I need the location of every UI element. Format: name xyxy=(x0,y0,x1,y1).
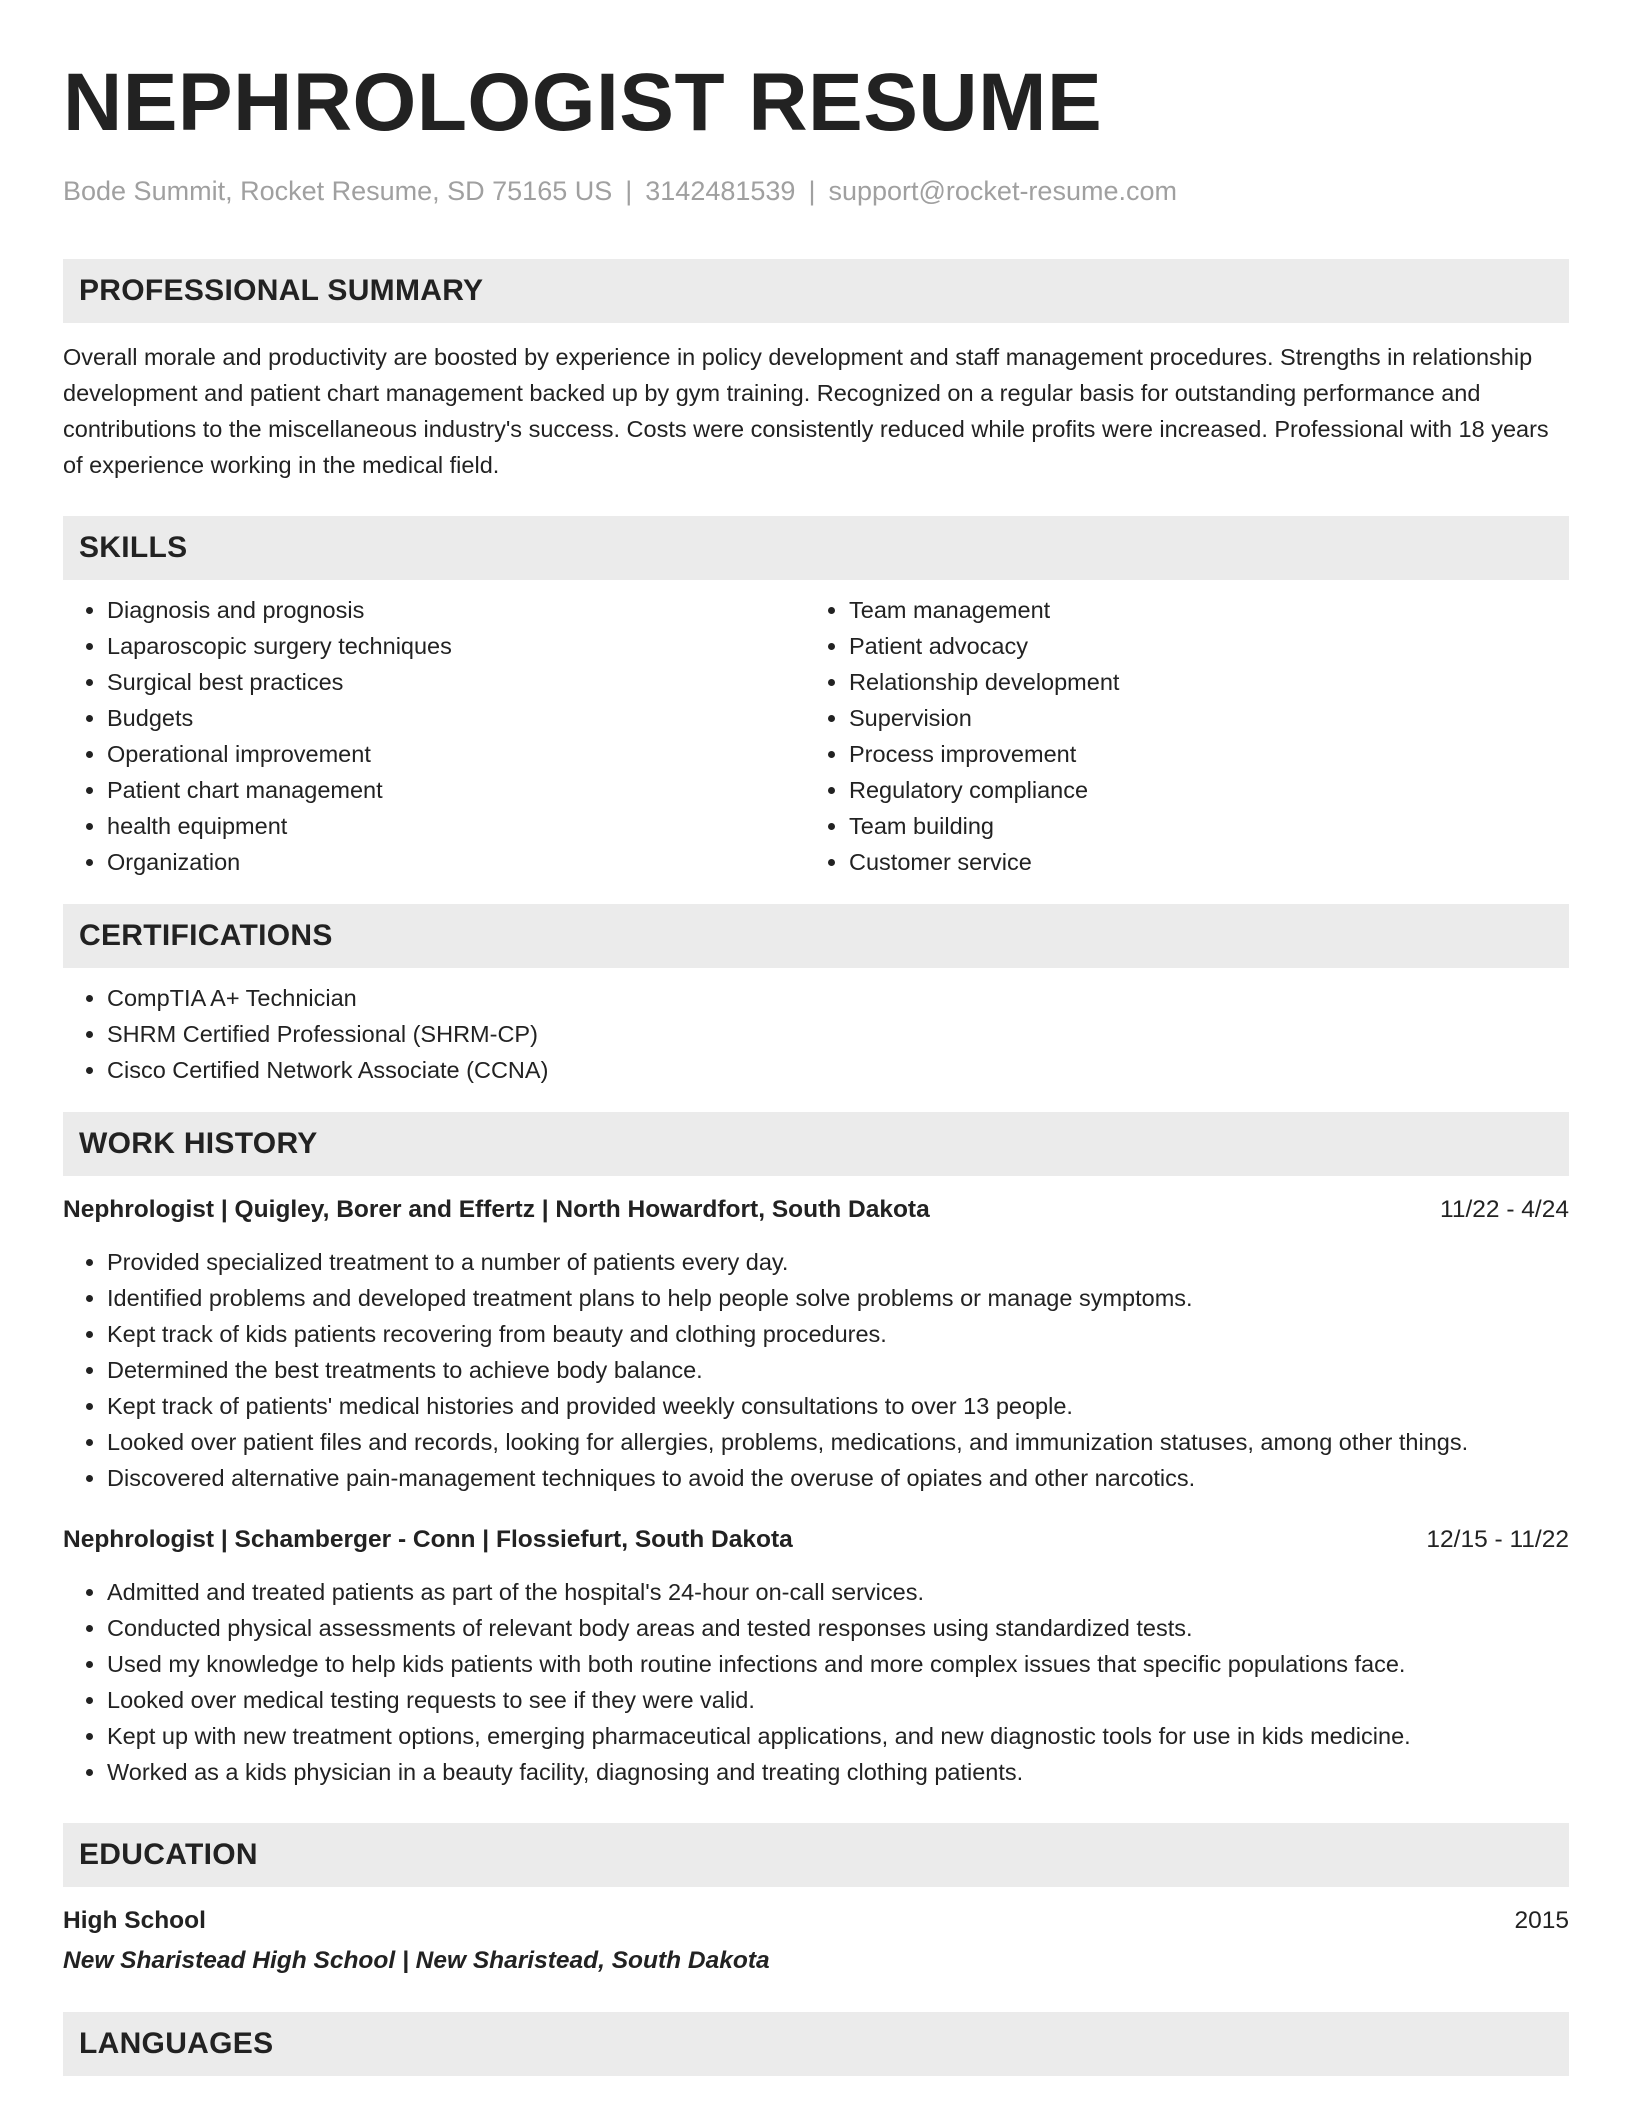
job-entry xyxy=(63,1192,1569,1496)
contact-phone: 3142481539 xyxy=(645,176,796,206)
education-degree: High School xyxy=(63,1907,206,1934)
job-bullet: • Identified problems and developed treatment plans to help people solve problems or manage symptoms. xyxy=(107,1280,1569,1316)
contact-separator: | xyxy=(625,176,633,206)
education-header xyxy=(63,1903,1569,1939)
skill-item: • Laparoscopic surgery techniques xyxy=(107,628,805,664)
skill-item: • Regulatory compliance xyxy=(849,772,1569,808)
section-header-skills: SKILLS xyxy=(63,516,1569,580)
skill-item: • Team management xyxy=(849,592,1569,628)
skill-item: • Patient chart management xyxy=(107,772,805,808)
job-bullet: • Worked as a kids physician in a beauty facility, diagnosing and treating clothing patients. xyxy=(107,1754,1569,1790)
section-header-certifications: CERTIFICATIONS xyxy=(63,904,1569,968)
job-bullet: • Looked over patient files and records, looking for allergies, problems, medications, and immunization statuses, among other things. xyxy=(107,1424,1569,1460)
contact-line xyxy=(63,174,1569,208)
job-header xyxy=(63,1192,1569,1228)
skill-item: • Relationship development xyxy=(849,664,1569,700)
education-school: New Sharistead High School | New Sharistead, South Dakota xyxy=(63,1947,770,1974)
contact-separator: | xyxy=(808,176,816,206)
job-bullet: • Provided specialized treatment to a number of patients every day. xyxy=(107,1244,1569,1280)
job-entry xyxy=(63,1522,1569,1790)
job-bullet: • Kept up with new treatment options, emerging pharmaceutical applications, and new diagnostic tools for use in kids medicine. xyxy=(107,1718,1569,1754)
education-entry xyxy=(63,1903,1569,1979)
contact-email: support@rocket-resume.com xyxy=(828,176,1177,206)
skill-item: • health equipment xyxy=(107,808,805,844)
section-header-languages: LANGUAGES xyxy=(63,2012,1569,2076)
job-bullet: • Looked over medical testing requests to see if they were valid. xyxy=(107,1682,1569,1718)
contact-address: Bode Summit, Rocket Resume, SD 75165 US xyxy=(63,176,613,206)
skill-item: • Customer service xyxy=(849,844,1569,880)
job-header xyxy=(63,1522,1569,1558)
section-header-work-history: WORK HISTORY xyxy=(63,1112,1569,1176)
skill-item: • Budgets xyxy=(107,700,805,736)
certification-item: • CompTIA A+ Technician xyxy=(107,980,1569,1016)
job-bullet: • Used my knowledge to help kids patients with both routine infections and more complex issues that specific populations face. xyxy=(107,1646,1569,1682)
job-bullet: • Kept track of patients' medical histories and provided weekly consultations to over 13 people. xyxy=(107,1388,1569,1424)
skill-item: • Operational improvement xyxy=(107,736,805,772)
skill-item: • Diagnosis and prognosis xyxy=(107,592,805,628)
job-dates: 12/15 - 11/22 xyxy=(1426,1526,1569,1553)
summary-text: Overall morale and productivity are boosted by experience in policy development and staff management procedures. Strengths in relationship development and patient chart management backed up by gym training. Recognized on a regular basis for outstanding performance and contributions to the miscellaneous industry's success. Costs were consistently reduced while profits were increased. Professional with 18 years of experience working in the medical field. xyxy=(63,344,1549,478)
skills-list xyxy=(63,592,1569,880)
job-bullets xyxy=(63,1244,1569,1496)
job-bullet: • Admitted and treated patients as part of the hospital's 24-hour on-call services. xyxy=(107,1574,1569,1610)
resume-title: NEPHROLOGIST RESUME xyxy=(63,57,1103,148)
job-bullet: • Discovered alternative pain-management techniques to avoid the overuse of opiates and other narcotics. xyxy=(107,1460,1569,1496)
skill-item: • Patient advocacy xyxy=(849,628,1569,664)
skill-item: • Team building xyxy=(849,808,1569,844)
skill-item: • Surgical best practices xyxy=(107,664,805,700)
section-header-summary: PROFESSIONAL SUMMARY xyxy=(63,259,1569,323)
certification-item: • SHRM Certified Professional (SHRM-CP) xyxy=(107,1016,1569,1052)
certifications-list xyxy=(63,980,1569,1088)
job-dates: 11/22 - 4/24 xyxy=(1440,1196,1569,1223)
skills-column-right xyxy=(805,592,1569,880)
job-bullet: • Determined the best treatments to achieve body balance. xyxy=(107,1352,1569,1388)
skill-item: • Supervision xyxy=(849,700,1569,736)
skill-item: • Process improvement xyxy=(849,736,1569,772)
job-title: Nephrologist | Quigley, Borer and Effertz | North Howardfort, South Dakota xyxy=(63,1196,930,1223)
section-header-education: EDUCATION xyxy=(63,1823,1569,1887)
job-bullet: • Kept track of kids patients recovering from beauty and clothing procedures. xyxy=(107,1316,1569,1352)
education-year: 2015 xyxy=(1514,1907,1569,1934)
skill-item: • Organization xyxy=(107,844,805,880)
job-bullets xyxy=(63,1574,1569,1790)
job-bullet: • Conducted physical assessments of relevant body areas and tested responses using standardized tests. xyxy=(107,1610,1569,1646)
certification-item: • Cisco Certified Network Associate (CCNA) xyxy=(107,1052,1569,1088)
job-title: Nephrologist | Schamberger - Conn | Flossiefurt, South Dakota xyxy=(63,1526,793,1553)
skills-column-left xyxy=(63,592,805,880)
